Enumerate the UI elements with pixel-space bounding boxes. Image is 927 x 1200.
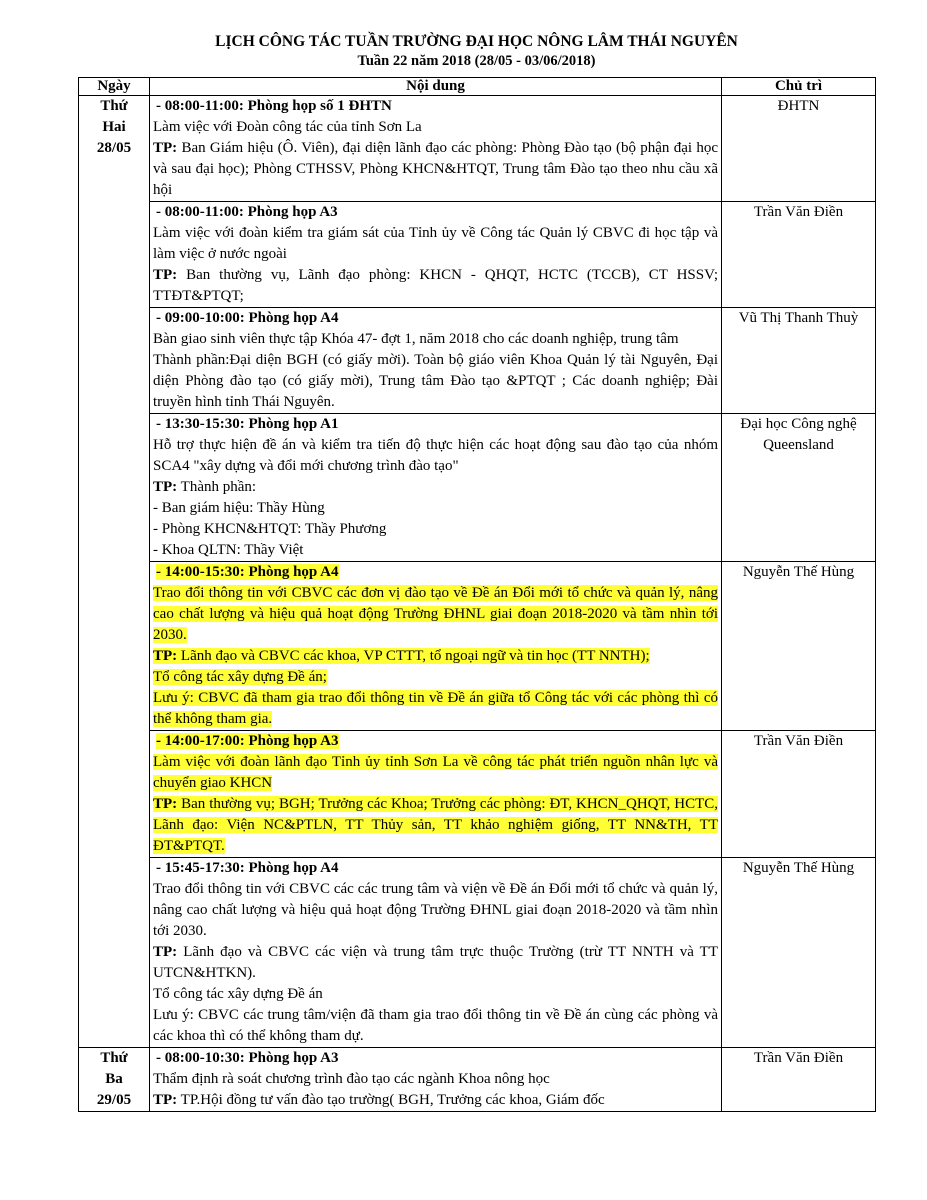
entry-content [150,562,722,731]
entry-description: Làm việc với đoàn lãnh đạo Tỉnh ủy tỉnh Sơn La về công tác phát triển nguồn nhân lực và chuyển giao KHCN [153,754,718,791]
day-name: Ba [105,1071,123,1087]
day-cell-tuesday [79,1048,150,1112]
participant-item: - Phòng KHCN&HTQT: Thầy Phương [153,521,387,537]
entry-host: Nguyễn Thế Hùng [722,562,876,731]
entry-content [150,731,722,858]
entry-time: - 15:45-17:30: Phòng họp A4 [156,860,339,876]
entry-note: Lưu ý: CBVC các trung tâm/viện đã tham gia trao đổi thông tin về Đề án cùng các phòng và các khoa thì có thể không tham dự. [153,1007,718,1044]
entry-note: Tổ công tác xây dựng Đề án [153,986,323,1002]
entry-description: Hỗ trợ thực hiện đề án và kiểm tra tiến độ thực hiện các hoạt động sau đào tạo của nhóm SCA4 "xây dựng và đổi mới chương trình đào tạo" [153,437,718,474]
entry-host: Đại học Công nghệ Queensland [722,414,876,562]
entry-time: - 14:00-15:30: Phòng họp A4 [156,564,339,580]
participants-text: Lãnh đạo và CBVC các viện và trung tâm trực thuộc Trường (trừ TT NNTH và TT UTCN&HTKN). [153,944,718,981]
entry-description: Trao đổi thông tin với CBVC các đơn vị đào tạo về Đề án Đổi mới tổ chức và quản lý, nâng cao chất lượng và hiệu quả hoạt động Trường ĐHNL giai đoạn 2018-2020 và tầm nhìn tới 2030. [153,585,718,643]
table-row [79,202,876,308]
day-label: Thứ [100,98,128,114]
header-content: Nội dung [150,78,722,96]
participants-text: Ban Giám hiệu (Ô. Viên), đại diện lãnh đạo các phòng: Phòng Đào tạo (bộ phận đại học và sau đại học); Phòng CTHSSV, Phòng KHCN&HTQT, Trung tâm Đào tạo theo nhu cầu xã hội [153,140,718,198]
entry-time: - 08:00-10:30: Phòng họp A3 [156,1050,339,1066]
participants-text: Thành phần: [177,479,257,495]
entry-time: - 14:00-17:00: Phòng họp A3 [156,733,339,749]
participants-text: Ban thường vụ; BGH; Trưởng các Khoa; Trưởng các phòng: ĐT, KHCN_QHQT, HCTC, Lãnh đạo: Viện NC&PTLN, TT Thủy sản, TT khảo nghiệm giống, TT NN&TH, TT ĐT&PTQT. [153,796,718,854]
participant-item: - Khoa QLTN: Thầy Việt [153,542,304,558]
table-row-highlighted [79,562,876,731]
entry-time: - 09:00-10:00: Phòng họp A4 [156,310,339,326]
document-title: LỊCH CÔNG TÁC TUẦN TRƯỜNG ĐẠI HỌC NÔNG LÂM THÁI NGUYÊN [215,33,738,50]
participants-label: TP: [153,479,178,495]
participants-label: TP: [153,796,178,812]
table-row-highlighted [79,731,876,858]
entry-description: Thẩm định rà soát chương trình đào tạo các ngành Khoa nông học [153,1071,550,1087]
entry-host: Vũ Thị Thanh Thuỳ [722,308,876,414]
participants-text: Lãnh đạo và CBVC các khoa, VP CTTT, tổ ngoại ngữ và tin học (TT NNTH); [177,648,650,664]
entry-content [150,1048,722,1112]
entry-content [150,96,722,202]
day-name: Hai [102,119,126,135]
table-row [79,96,876,202]
entry-description: Trao đổi thông tin với CBVC các các trung tâm và viện về Đề án Đổi mới tổ chức và quản lý, nâng cao chất lượng và hiệu quả hoạt động Trường ĐHNL giai đoạn 2018-2020 và tầm nhìn tới 2030. [153,881,718,939]
day-cell-monday [79,96,150,1048]
entry-description: Làm việc với Đoàn công tác của tỉnh Sơn La [153,119,422,135]
entry-host: Trần Văn Điền [722,202,876,308]
schedule-table [78,77,876,1112]
entry-host: Nguyễn Thế Hùng [722,858,876,1048]
table-row [79,858,876,1048]
entry-note: Lưu ý: CBVC đã tham gia trao đổi thông tin về Đề án giữa tổ Công tác với các phòng thì có thể không tham gia. [153,690,718,727]
entry-note: Tổ công tác xây dựng Đề án; [153,669,327,685]
entry-time: - 08:00-11:00: Phòng họp A3 [156,204,338,220]
participants-label: TP: [153,140,178,156]
day-date: 28/05 [96,140,132,156]
entry-content [150,308,722,414]
day-label: Thứ [100,1050,128,1066]
participant-item: - Ban giám hiệu: Thầy Hùng [153,500,325,516]
table-row [79,308,876,414]
entry-host: ĐHTN [722,96,876,202]
table-row [79,414,876,562]
entry-time: - 08:00-11:00: Phòng họp số 1 ĐHTN [156,98,392,114]
entry-host: Trần Văn Điền [722,1048,876,1112]
participants-text: TP.Hội đồng tư vấn đào tạo trường( BGH, Trưởng các khoa, Giám đốc [177,1092,605,1108]
participants-label: TP: [153,944,178,960]
entry-content [150,858,722,1048]
entry-time: - 13:30-15:30: Phòng họp A1 [156,416,339,432]
entry-description: Làm việc với đoàn kiểm tra giám sát của Tỉnh ủy về Công tác Quản lý CBVC đi học tập và làm việc ở nước ngoài [153,225,718,262]
entry-participants: Thành phần:Đại diện BGH (có giấy mời). Toàn bộ giáo viên Khoa Quản lý tài Nguyên, Đại diện Phòng đào tạo (có giấy mời), Trung tâm Đào tạo &PTQT ; Các doanh nghiệp; Đài truyền hình tỉnh Thái Nguyên. [153,352,718,410]
entry-description: Bàn giao sinh viên thực tập Khóa 47- đợt 1, năm 2018 cho các doanh nghiệp, trung tâm [153,331,679,347]
day-date: 29/05 [96,1092,132,1108]
document-subtitle: Tuần 22 năm 2018 (28/05 - 03/06/2018) [357,53,596,69]
participants-label: TP: [153,1092,178,1108]
header-host: Chủ trì [722,78,876,96]
entry-content [150,202,722,308]
table-header-row [79,78,876,96]
entry-content [150,414,722,562]
participants-text: Ban thường vụ, Lãnh đạo phòng: KHCN - QHQT, HCTC (TCCB), CT HSSV; TTĐT&PTQT; [153,267,718,304]
participants-label: TP: [153,648,178,664]
header-day: Ngày [79,78,150,96]
table-row [79,1048,876,1112]
entry-host: Trần Văn Điền [722,731,876,858]
participants-label: TP: [153,267,178,283]
